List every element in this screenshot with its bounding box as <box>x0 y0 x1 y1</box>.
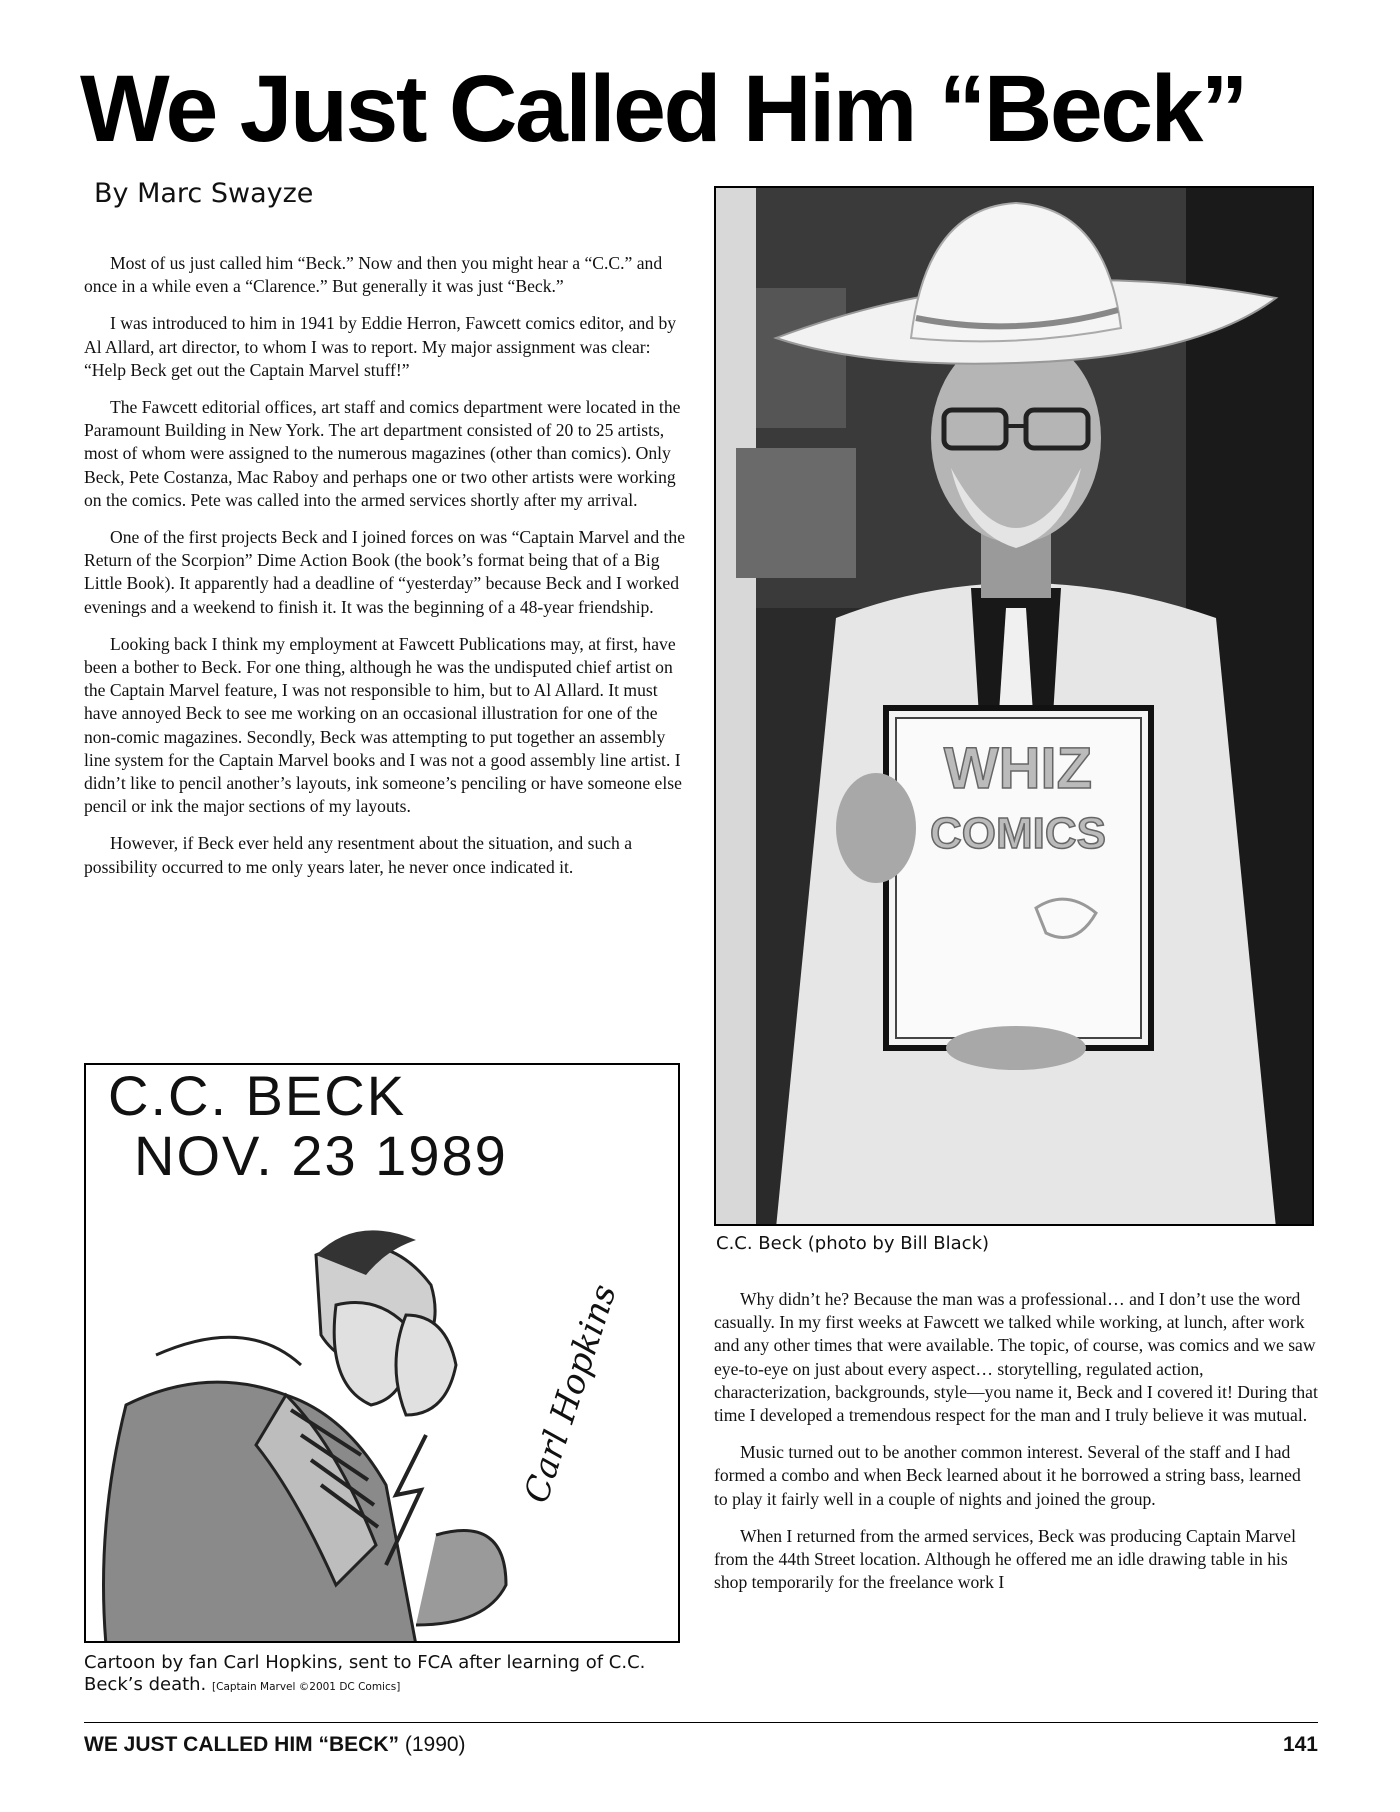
cartoon-caption-text: Cartoon by fan Carl Hopkins, sent to FCA after learning of C.C. Beck’s death. <box>84 1652 646 1695</box>
cartoon-caption <box>84 1652 684 1698</box>
beck-photo <box>714 186 1314 1226</box>
running-title: WE JUST CALLED HIM “BECK” <box>84 1733 399 1756</box>
byline: By Marc Swayze <box>94 178 314 209</box>
article-left-column <box>84 252 686 893</box>
cartoon-signature: Carl Hopkins <box>516 1279 625 1508</box>
cartoon-handwritten-date: NOV. 23 1989 <box>134 1124 508 1187</box>
beck-photo-image <box>716 188 1314 1226</box>
paragraph: One of the first projects Beck and I joined forces on was “Captain Marvel and the Return of the Scorpion” Dime Action Book (the book’s format being that of a Big Little Book). It apparently had a deadline of “yesterday” because Beck and I worked evenings and a weekend to finish it. It was the beginning of a 48-year friendship. <box>84 527 686 617</box>
footer-divider <box>84 1722 1318 1723</box>
comic-title-line2: COMICS <box>930 809 1106 858</box>
paragraph: Why didn’t he? Because the man was a professional… and I don’t use the word casually. In my first weeks at Fawcett we talked while working, at lunch, after work and any other times that were available. The topic, of course, was comics and we saw eye-to-eye on just about every aspect… storytelling, regulated action, characterization, backgrounds, style—you name it, Beck and I covered it! During that time I developed a tremendous respect for the man and I truly believe it was mutual. <box>714 1289 1318 1426</box>
article-right-column <box>714 1288 1318 1608</box>
hopkins-cartoon <box>84 1063 680 1643</box>
cartoon-handwritten-name: C.C. BECK <box>108 1065 407 1127</box>
cartoon-credit: [Captain Marvel ©2001 DC Comics] <box>212 1681 401 1693</box>
paragraph: Looking back I think my employment at Fawcett Publications may, at first, have been a bother to Beck. For one thing, although he was the undisputed chief artist on the Captain Marvel feature, I was not responsible to him, but to Al Allard. It must have annoyed Beck to see me working on an occasional illustration for one of the non-comic magazines. Secondly, Beck was attempting to put together an assembly line system for the Captain Marvel books and I was not a good assembly line artist. I didn’t like to pencil another’s layouts, ink someone’s penciling or have someone else pencil or ink the major sections of my layouts. <box>84 633 682 817</box>
paragraph: When I returned from the armed services, Beck was producing Captain Marvel from the 44th Street location. Although he offered me an idle drawing table in his shop temporarily for the freelance work I <box>714 1525 1296 1593</box>
running-footer <box>84 1733 466 1757</box>
page-title: We Just Called Him “Beck” <box>80 56 1246 162</box>
paragraph: The Fawcett editorial offices, art staff and comics department were located in the Paramount Building in New York. The art department consisted of 20 to 25 artists, most of whom were assigned to the numerous magazines (other than comics). Only Beck, Pete Costanza, Mac Raboy and perhaps one or two other artists were working on the comics. Pete was called into the armed services shortly after my arrival. <box>84 397 681 510</box>
comic-title-line1: WHIZ <box>943 736 1093 801</box>
paragraph: I was introduced to him in 1941 by Eddie Herron, Fawcett comics editor, and by Al Allard, art director, to whom I was to report. My major assignment was clear: “Help Beck get out the Captain Marvel stuff!” <box>84 313 677 380</box>
cartoon-drawing <box>86 1065 680 1643</box>
page-number: 141 <box>1282 1733 1318 1756</box>
paragraph: Most of us just called him “Beck.” Now and then you might hear a “C.C.” and once in a while even a “Clarence.” But generally it was just “Beck.” <box>84 253 663 297</box>
photo-caption: C.C. Beck (photo by Bill Black) <box>716 1233 990 1254</box>
paragraph: However, if Beck ever held any resentment about the situation, and such a possibility occurred to me only years later, he never once indicated it. <box>84 833 633 877</box>
running-year: (1990) <box>404 1733 466 1756</box>
paragraph: Music turned out to be another common interest. Several of the staff and I had formed a combo and when Beck learned about it he borrowed a string bass, learned to play it fairly well in a couple of nights and joined the group. <box>714 1442 1301 1509</box>
